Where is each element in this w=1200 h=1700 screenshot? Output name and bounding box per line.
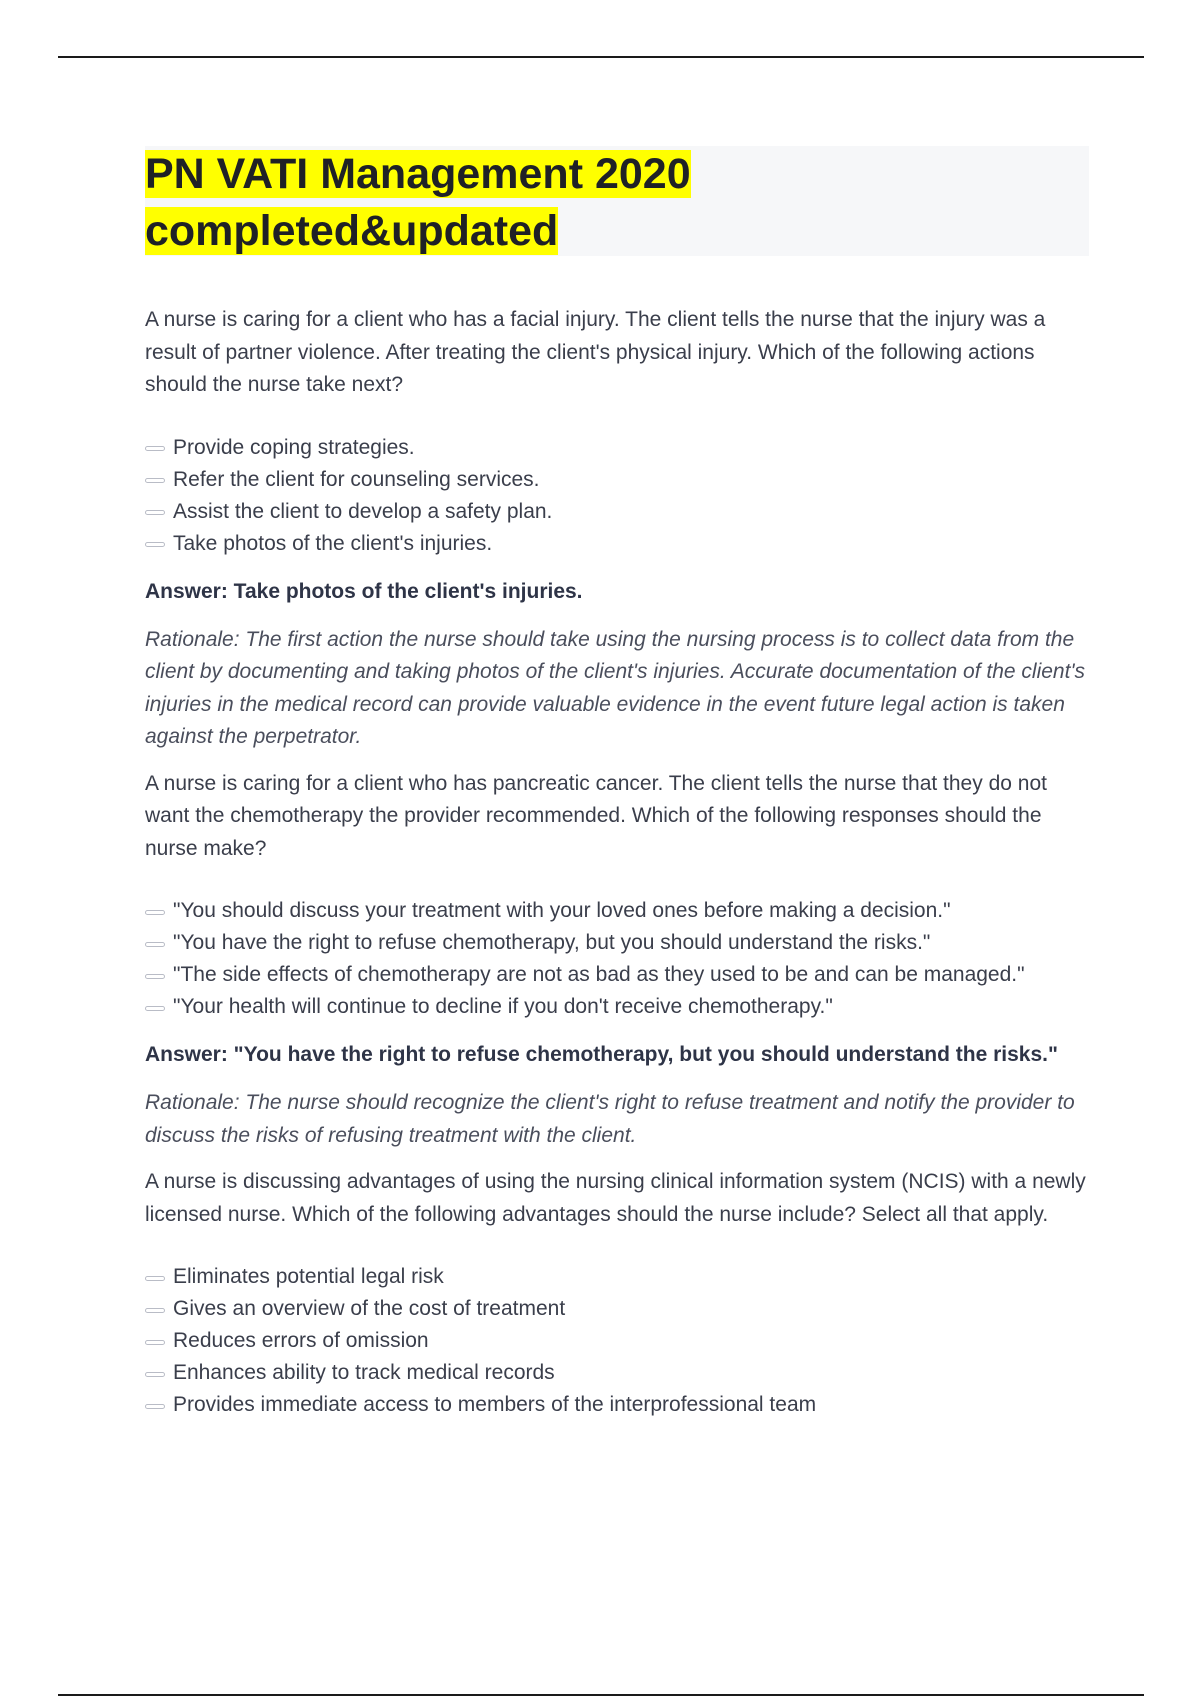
option-list [145,895,1089,1023]
option-item[interactable] [145,464,1089,496]
option-item[interactable] [145,895,1089,927]
option-label: "You have the right to refuse chemotherapy, but you should understand the risks." [173,931,931,954]
title-line-1: PN VATI Management 2020 [145,150,691,198]
radio-icon[interactable] [145,974,165,979]
question-1 [145,304,1089,754]
option-label: Enhances ability to track medical records [173,1361,555,1384]
option-item[interactable] [145,927,1089,959]
title-block [145,146,1089,256]
option-label: "The side effects of chemotherapy are not as bad as they used to be and can be managed." [173,963,1025,986]
option-item[interactable] [145,1261,1089,1293]
radio-icon[interactable] [145,1372,165,1377]
answer-text: Answer: "You have the right to refuse chemotherapy, but you should understand the risks." [145,1043,1058,1066]
option-label: Refer the client for counseling services. [173,467,540,491]
radio-icon[interactable] [145,1308,165,1313]
radio-icon[interactable] [145,446,165,451]
radio-icon[interactable] [145,910,165,915]
option-label: "You should discuss your treatment with your loved ones before making a decision." [173,899,951,922]
answer-text: Answer: Take photos of the client's injuries. [145,579,583,603]
option-item[interactable] [145,959,1089,991]
option-item[interactable] [145,1389,1089,1421]
page-title [145,146,1089,260]
question-stem: A nurse is discussing advantages of using the nursing clinical information system (NCIS) with a newly licensed nurse. Which of the following advantages should the nurse include? Select all that apply. [145,1170,1086,1226]
radio-icon[interactable] [145,1404,165,1409]
option-item[interactable] [145,496,1089,528]
option-label: Eliminates potential legal risk [173,1265,444,1288]
radio-icon[interactable] [145,942,165,947]
radio-icon[interactable] [145,478,165,483]
rationale-text: Rationale: The first action the nurse should take using the nursing process is to collect data from the client by documenting and taking photos of the client's injuries. Accurate documentation of the client's injuries in the medical record can provide valuable evidence in the event future legal action is taken against the perpetrator. [145,627,1085,748]
bottom-rule [58,1694,1144,1696]
option-label: "Your health will continue to decline if you don't receive chemotherapy." [173,995,833,1018]
rationale-text: Rationale: The nurse should recognize the client's right to refuse treatment and notify the provider to discuss the risks of refusing treatment with the client. [145,1091,1075,1147]
option-item[interactable] [145,432,1089,464]
option-item[interactable] [145,528,1089,560]
document-body [145,304,1089,1421]
option-label: Reduces errors of omission [173,1329,429,1352]
question-stem: A nurse is caring for a client who has a facial injury. The client tells the nurse that the injury was a result of partner violence. After treating the client's physical injury. Which of the following actions should the nurse take next? [145,308,1046,396]
question-2 [145,768,1089,1153]
radio-icon[interactable] [145,542,165,547]
option-item[interactable] [145,1357,1089,1389]
option-label: Assist the client to develop a safety plan. [173,499,553,523]
option-item[interactable] [145,991,1089,1023]
question-stem: A nurse is caring for a client who has pancreatic cancer. The client tells the nurse that they do not want the chemotherapy the provider recommended. Which of the following responses should the nurse make? [145,771,1047,860]
option-list [145,1261,1089,1421]
question-3 [145,1166,1089,1421]
radio-icon[interactable] [145,1006,165,1011]
option-list [145,432,1089,560]
radio-icon[interactable] [145,1276,165,1281]
option-label: Provide coping strategies. [173,435,415,459]
radio-icon[interactable] [145,1340,165,1345]
radio-icon[interactable] [145,510,165,515]
top-rule [58,56,1144,58]
option-label: Gives an overview of the cost of treatment [173,1297,566,1320]
option-item[interactable] [145,1293,1089,1325]
title-line-2: completed&updated [145,207,559,255]
option-item[interactable] [145,1325,1089,1357]
option-label: Take photos of the client's injuries. [173,531,493,555]
option-label: Provides immediate access to members of the interprofessional team [173,1393,817,1416]
